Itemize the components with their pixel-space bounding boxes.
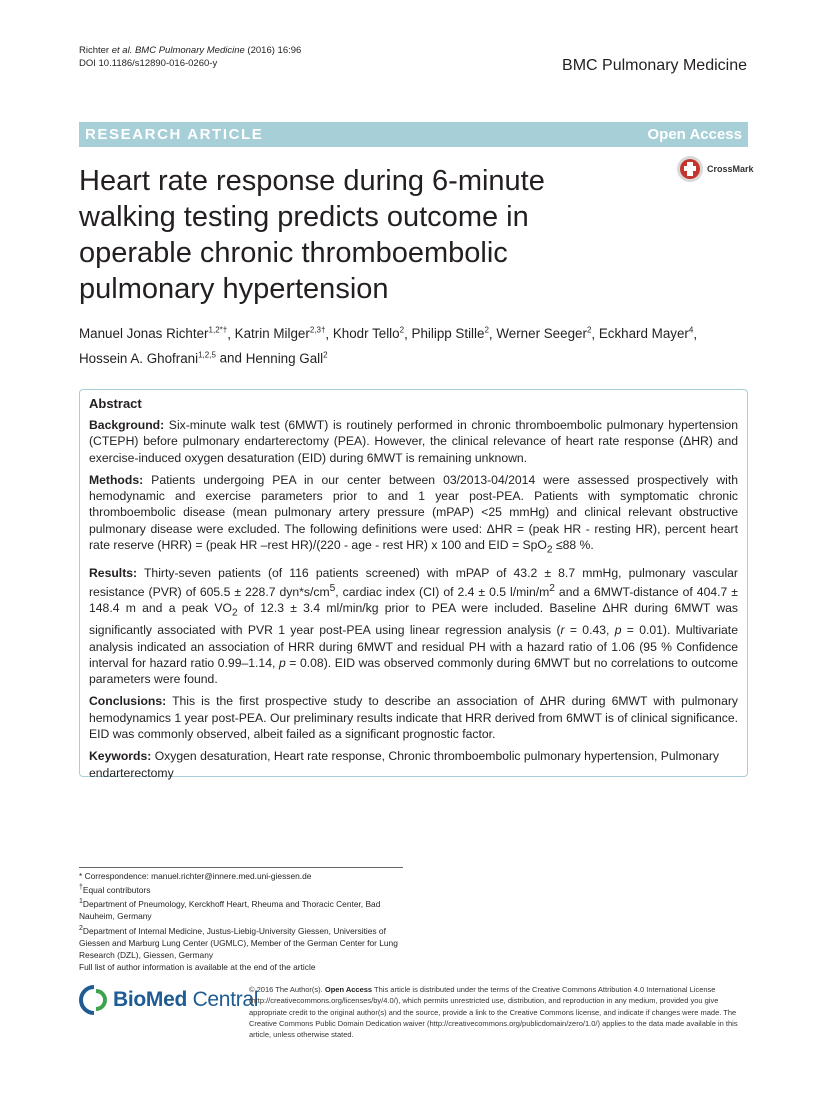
citation-journal: et al. BMC Pulmonary Medicine	[111, 45, 245, 56]
citation-line	[79, 44, 301, 57]
author[interactable]: Philipp Stille$^2$	[411, 326, 489, 342]
article-type: RESEARCH ARTICLE	[85, 126, 264, 143]
equal-contributors: †Equal contributors	[79, 884, 151, 896]
crossmark-badge[interactable]	[676, 155, 754, 183]
author[interactable]: Eckhard Mayer$^4$	[598, 326, 694, 342]
affiliation-2: $^2$Department of Internal Medicine, Justus-Liebig-University Giessen, Universities of Giessen and Marburg Lung Center (UGMLC), Member of the German Center for Lung Research (DZL), Giessen, Germany	[79, 924, 398, 961]
author[interactable]: Katrin Milger$^{2,3\dagger}$	[234, 326, 326, 342]
citation-suffix: (2016) 16:96	[244, 45, 302, 56]
abstract-methods: Methods: Patients undergoing PEA in our center between 03/2013-04/2014 were assessed prospectively with hemodynamic and exercise parameters prior to and 1 year post-PEA. Patients with symptomatic chronic thromboembolic disease (mean pulmonary artery pressure (mPAP) <25 mmHg) and clinical relevant obstructive pulmonary disease were excluded. The following definitions were used: ΔHR = (peak HR - resting HR), percent heart rate reserve (HRR) = (peak HR –rest HR)/(220 - age - rest HR) x 100 and EID = SpO$_2$ ≤88 %.	[89, 472, 738, 556]
crossmark-label: CrossMark	[707, 164, 754, 174]
citation-prefix: Richter	[79, 45, 112, 56]
abstract-heading: Abstract	[89, 396, 142, 411]
abstract-results: Results: Thirty-seven patients (of 116 patients screened) with mPAP of 43.2 ± 8.7 mmHg, pulmonary vascular resistance (PVR) of 605.5 ± 228.7 $dyn*s/cm^5$, cardiac index (CI) of 2.4 ± 0.5 $l/\min/m^2$ and a 6MWT-distance of 404.7 ± 148.4 m and a peak $VO_2$ of 12.3 ± 3.4 ml/min/kg prior to PEA were included. Baseline ΔHR during 6MWT was significantly associated with PVR 1 year post-PEA using linear regression analysis (r = 0.43, p = 0.01). Multivariate analysis indicated an association of HRR during 6MWT and residual PH with a hazard ratio of 1.06 (95 % Confidence interval for hazard ratio 0.99–1.14, p = 0.08). EID was observed commonly during 6MWT but no correlations to outcome parameters were found.	[89, 565, 738, 687]
author[interactable]: Khodr Tello$^2$	[332, 326, 405, 342]
correspondence[interactable]: * Correspondence: manuel.richter@innere.med.uni-giessen.de	[79, 871, 312, 881]
footnotes	[79, 870, 409, 974]
crossmark-icon	[676, 155, 704, 183]
author[interactable]: Werner Seeger$^2$	[496, 326, 592, 342]
biomed-central-logo[interactable]	[79, 985, 258, 1015]
affiliation-1: $^1$Department of Pneumology, Kerckhoff Heart, Rheuma and Thoracic Center, Bad Nauheim, Germany	[79, 898, 381, 922]
author[interactable]: Hossein A. Ghofrani$^{1,2,5}$	[79, 350, 216, 366]
abstract-background: Background: Six-minute walk test (6MWT) is routinely performed in chronic thromboembolic pulmonary hypertension (CTEPH) before pulmonary endarterectomy (PEA). However, the clinical relevance of heart rate response (ΔHR) and exercise-induced oxygen desaturation (EID) during 6MWT is remaining unknown.	[89, 418, 738, 465]
abstract-conclusions: Conclusions: This is the first prospective study to describe an association of ΔHR during 6MWT with pulmonary hemodynamics 1 year post-PEA. Our preliminary results indicate that HRR derived from 6MWT is of clinical significance. EID was commonly observed, albeit failed as a significant prognostic factor.	[89, 694, 738, 741]
biomed-central-wordmark: BioMed Central	[113, 988, 259, 1011]
article-title: Heart rate response during 6-minute walking testing predicts outcome in operable chronic thromboembolic pulmonary hypertension	[79, 165, 545, 305]
abstract-keywords: Keywords: Oxygen desaturation, Heart rate response, Chronic thromboembolic pulmonary hypertension, Pulmonary endarterectomy	[89, 749, 719, 780]
license-text: © 2016 The Author(s). Open Access This article is distributed under the terms of the Creative Commons Attribution 4.0 International License (http://creativecommons.org/licenses/by/4.0/), which permits unrestricted use, distribution, and reproduction in any medium, provided you give appropriate credit to the original author(s) and the source, provide a link to the Creative Commons license, and indicate if changes were made. The Creative Commons Public Domain Dedication waiver (http://creativecommons.org/publicdomain/zero/1.0/) applies to the data made available in this article, unless otherwise stated.	[249, 985, 738, 1040]
biomed-central-logo-icon	[79, 985, 109, 1015]
author-list: Manuel Jonas Richter$^{1,2*\dagger}$, Katrin Milger$^{2,3\dagger}$, Khodr Tello$^2$, Philipp Stille$^2$, Werner Seeger$^2$, Eckhard Mayer$^4$, Hossein A. Ghofrani$^{1,2,5}$ and Henning Gall$^2$	[79, 326, 698, 366]
full-author-list-note: Full list of author information is available at the end of the article	[79, 962, 316, 973]
footnote-divider	[79, 867, 403, 868]
author[interactable]: Henning Gall$^2$	[245, 350, 328, 366]
authors-and: and	[215, 350, 246, 366]
doi[interactable]: DOI 10.1186/s12890-016-0260-y	[79, 58, 218, 69]
author[interactable]: Manuel Jonas Richter$^{1,2*\dagger}$	[79, 326, 228, 342]
journal-name: BMC Pulmonary Medicine	[562, 57, 747, 74]
citation-header	[79, 44, 301, 70]
article-type-banner	[79, 122, 748, 147]
abstract-box	[79, 389, 748, 780]
open-access-label: Open Access	[647, 126, 742, 143]
